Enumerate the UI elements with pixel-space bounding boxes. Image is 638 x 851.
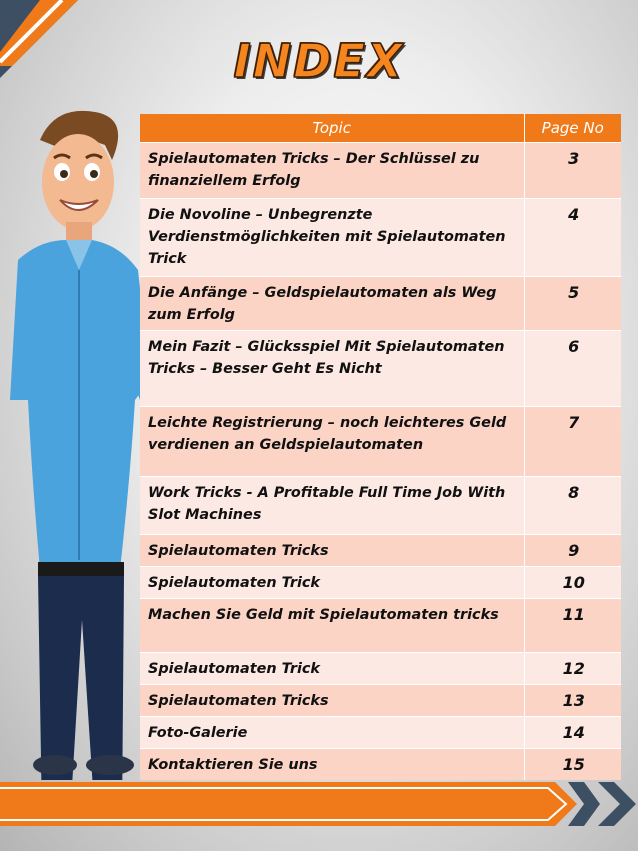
page-number-cell: 14 (524, 717, 621, 749)
page-number-cell: 6 (524, 331, 621, 407)
page-number-cell: 5 (524, 277, 621, 331)
table-row[interactable] (140, 331, 621, 407)
page-number-cell: 15 (524, 749, 621, 781)
topic-cell[interactable]: Die Novoline – Unbegrenzte Verdienstmöglichkeiten mit Spielautomaten Trick (140, 199, 524, 277)
topic-cell[interactable]: Foto-Galerie (140, 717, 524, 749)
table-row[interactable] (140, 407, 621, 477)
bottom-decoration-bar (0, 782, 600, 826)
topic-cell[interactable]: Spielautomaten Tricks (140, 535, 524, 567)
page-title: INDEX (233, 34, 405, 88)
table-row[interactable] (140, 749, 621, 781)
table-row[interactable] (140, 653, 621, 685)
table-row[interactable] (140, 143, 621, 199)
table-row[interactable] (140, 717, 621, 749)
table-header-row (140, 114, 621, 143)
topic-column-header: Topic (140, 114, 524, 143)
topic-cell[interactable]: Spielautomaten Tricks – Der Schlüssel zu finanziellem Erfolg (140, 143, 524, 199)
table-row[interactable] (140, 567, 621, 599)
table-row[interactable] (140, 477, 621, 535)
topic-cell[interactable]: Kontaktieren Sie uns (140, 749, 524, 781)
page-number-cell: 11 (524, 599, 621, 653)
topic-cell[interactable]: Leichte Registrierung – noch leichteres Geld verdienen an Geldspielautomaten (140, 407, 524, 477)
topic-cell[interactable]: Work Tricks - A Profitable Full Time Job With Slot Machines (140, 477, 524, 535)
topic-cell[interactable]: Machen Sie Geld mit Spielautomaten tricks (140, 599, 524, 653)
topic-cell[interactable]: Spielautomaten Trick (140, 653, 524, 685)
topic-cell[interactable]: Spielautomaten Tricks (140, 685, 524, 717)
page-number-cell: 10 (524, 567, 621, 599)
topic-cell[interactable]: Spielautomaten Trick (140, 567, 524, 599)
page-number-cell: 12 (524, 653, 621, 685)
table-row[interactable] (140, 599, 621, 653)
index-table (140, 114, 621, 780)
topic-cell[interactable]: Die Anfänge – Geldspielautomaten als Weg zum Erfolg (140, 277, 524, 331)
page-number-cell: 8 (524, 477, 621, 535)
page-number-cell: 4 (524, 199, 621, 277)
topic-cell[interactable]: Mein Fazit – Glücksspiel Mit Spielautomaten Tricks – Besser Geht Es Nicht (140, 331, 524, 407)
table-row[interactable] (140, 685, 621, 717)
table-row[interactable] (140, 199, 621, 277)
table-row[interactable] (140, 277, 621, 331)
page-number-cell: 3 (524, 143, 621, 199)
table-row[interactable] (140, 535, 621, 567)
page-column-header: Page No (524, 114, 621, 143)
page-number-cell: 7 (524, 407, 621, 477)
chevron-right-icon (598, 782, 638, 826)
page-number-cell: 13 (524, 685, 621, 717)
page-number-cell: 9 (524, 535, 621, 567)
